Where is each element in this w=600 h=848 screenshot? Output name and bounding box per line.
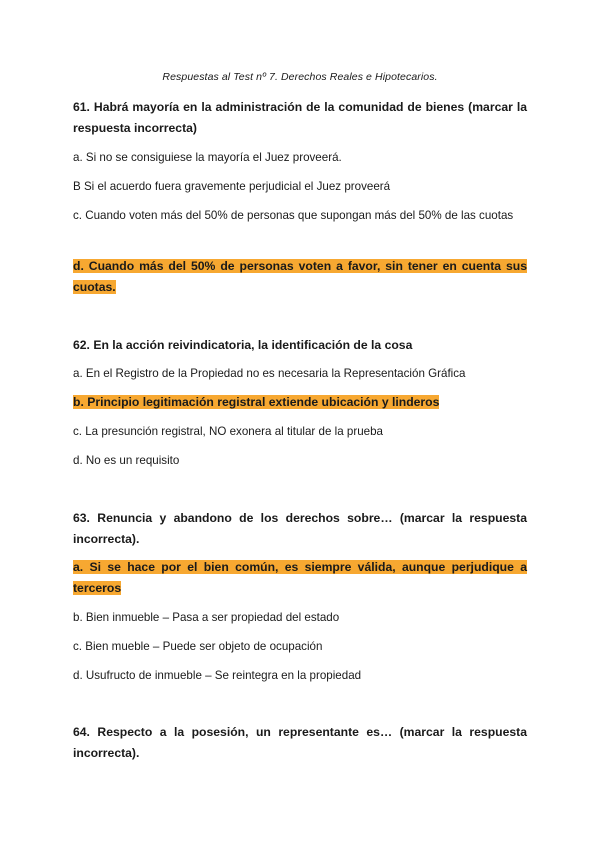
answer-highlight: b. Principio legitimación registral extiende ubicación y linderos bbox=[73, 395, 440, 409]
question-62-option-d: d. No es un requisito bbox=[73, 454, 180, 467]
question-62-option-a: a. En el Registro de la Propiedad no es necesaria la Representación Gráfica bbox=[73, 367, 466, 380]
question-63-option-b: b. Bien inmueble – Pasa a ser propiedad del estado bbox=[73, 611, 340, 624]
question-61-option-d-answer bbox=[73, 256, 527, 298]
question-64: 64. Respecto a la posesión, un representante es… (marcar la respuesta incorrecta). bbox=[73, 725, 527, 760]
question-61: 61. Habrá mayoría en la administración de la comunidad de bienes (marcar la respuesta incorrecta) bbox=[73, 100, 527, 135]
question-61-option-b: B Si el acuerdo fuera gravemente perjudicial el Juez proveerá bbox=[73, 180, 391, 193]
question-63: 63. Renuncia y abandono de los derechos sobre… (marcar la respuesta incorrecta). bbox=[73, 511, 527, 546]
question-63-option-c: c. Bien mueble – Puede ser objeto de ocupación bbox=[73, 640, 323, 653]
question-63-option-d: d. Usufructo de inmueble – Se reintegra en la propiedad bbox=[73, 669, 362, 682]
question-62-option-b-answer bbox=[73, 392, 527, 413]
page-header: Respuestas al Test nº 7. Derechos Reales e Hipotecarios. bbox=[162, 71, 438, 83]
answer-highlight: a. Si se hace por el bien común, es siempre válida, aunque perjudique a terceros bbox=[73, 560, 527, 595]
answer-highlight: d. Cuando más del 50% de personas voten a favor, sin tener en cuenta sus cuotas. bbox=[73, 259, 527, 294]
question-61-option-c: c. Cuando voten más del 50% de personas que supongan más del 50% de las cuotas bbox=[73, 209, 514, 222]
question-61-option-a: a. Si no se consiguiese la mayoría el Juez proveerá. bbox=[73, 151, 342, 164]
question-62: 62. En la acción reivindicatoria, la identificación de la cosa bbox=[73, 338, 413, 352]
question-62-option-c: c. La presunción registral, NO exonera al titular de la prueba bbox=[73, 425, 383, 438]
question-63-option-a-answer bbox=[73, 557, 527, 599]
